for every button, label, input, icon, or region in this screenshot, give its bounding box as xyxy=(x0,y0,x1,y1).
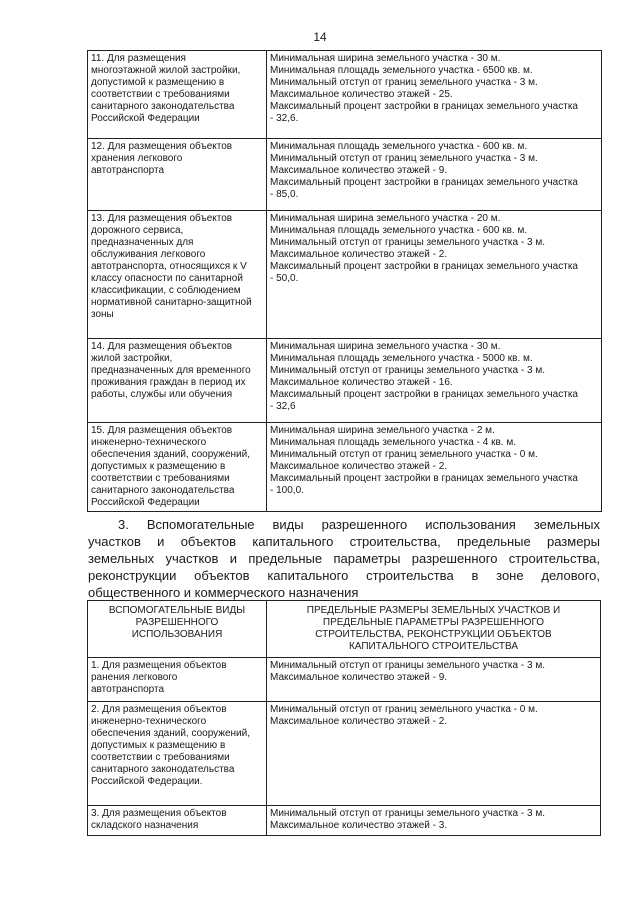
use-type-cell xyxy=(88,423,267,512)
parameter-line: Максимальный процент застройки в границах земельного участка xyxy=(270,473,578,484)
use-type-line: хранения легкового xyxy=(91,153,183,164)
parameter-line: Максимальное количество этажей - 2. xyxy=(270,716,448,727)
parameter-line: Минимальный отступ от границы земельного участка - 3 м. xyxy=(270,808,545,819)
use-type-line: обеспечения зданий, сооружений, xyxy=(91,449,250,460)
parameter-line: Минимальная площадь земельного участка - 600 кв. м. xyxy=(270,225,528,236)
parameters-cell xyxy=(267,51,602,139)
use-type-line: допустимых к размещению в xyxy=(91,461,226,472)
table-header-row xyxy=(88,601,601,658)
use-type-line: 1. Для размещения объектов xyxy=(91,660,227,671)
use-type-cell xyxy=(88,139,267,211)
parameter-line: Минимальная площадь земельного участка - 600 кв. м. xyxy=(270,141,528,152)
use-type-line: автотранспорта xyxy=(91,684,165,695)
parameter-line: - 32,6 xyxy=(270,401,296,412)
use-type-line: Российской Федерации xyxy=(91,113,200,124)
parameter-line: Максимальный процент застройки в границах земельного участка xyxy=(270,389,578,400)
parameter-line: Максимальный процент застройки в границах земельного участка xyxy=(270,177,578,188)
use-type-cell xyxy=(88,658,267,702)
use-type-line: 2. Для размещения объектов xyxy=(91,704,227,715)
use-type-line: соответствии с требованиями xyxy=(91,89,230,100)
use-type-line: классу опасности по санитарной xyxy=(91,273,243,284)
use-type-cell xyxy=(88,702,267,806)
use-type-line: допустимых к размещению в xyxy=(91,740,226,751)
use-type-line: 12. Для размещения объектов xyxy=(91,141,233,152)
use-type-line: соответствии с требованиями xyxy=(91,752,230,763)
parameter-line: Минимальный отступ от границ земельного участка - 0 м. xyxy=(270,449,538,460)
parameter-line: Максимальное количество этажей - 25. xyxy=(270,89,453,100)
parameter-line: Максимальный процент застройки в границах земельного участка xyxy=(270,101,578,112)
use-type-cell xyxy=(88,211,267,339)
use-type-line: 3. Для размещения объектов xyxy=(91,808,227,819)
page-number: 14 xyxy=(313,30,327,44)
parameter-line: Минимальный отступ от границ земельного участка - 3 м. xyxy=(270,77,538,88)
table-row xyxy=(88,139,602,211)
parameters-cell xyxy=(267,339,602,423)
section-3-heading xyxy=(88,516,600,601)
use-type-line: складского назначения xyxy=(91,820,199,831)
use-type-line: ранения легкового xyxy=(91,672,178,683)
header-line: ПРЕДЕЛЬНЫЕ РАЗМЕРЫ ЗЕМЕЛЬНЫХ УЧАСТКОВ И xyxy=(306,605,561,616)
use-type-line: инженерно-технического xyxy=(91,716,207,727)
parameter-line: Минимальная ширина земельного участка - 30 м. xyxy=(270,53,501,64)
parameter-line: Минимальный отступ от границ земельного участка - 0 м. xyxy=(270,704,538,715)
parameter-line: - 32,6. xyxy=(270,113,299,124)
use-type-cell xyxy=(88,339,267,423)
use-type-line: классификации, с соблюдением xyxy=(91,285,241,296)
use-type-line: 15. Для размещения объектов xyxy=(91,425,233,436)
use-type-line: дорожного сервиса, xyxy=(91,225,184,236)
heading-line: общественного и коммерческого назначения xyxy=(88,585,359,600)
use-type-cell xyxy=(88,806,267,836)
parameter-line: Минимальная ширина земельного участка - 2 м. xyxy=(270,425,495,436)
parameter-line: Максимальное количество этажей - 2. xyxy=(270,249,448,260)
use-type-line: санитарного законодательства xyxy=(91,764,235,775)
table-row xyxy=(88,423,602,512)
use-type-line: Российской Федерации xyxy=(91,497,200,508)
use-type-line: автотранспорта xyxy=(91,165,165,176)
parameters-cell xyxy=(267,211,602,339)
use-type-line: Российской Федерации. xyxy=(91,776,203,787)
parameter-line: Максимальный процент застройки в границах земельного участка xyxy=(270,261,578,272)
header-line: ВСПОМОГАТЕЛЬНЫЕ ВИДЫ xyxy=(108,605,246,616)
parameter-line: Минимальный отступ от границы земельного участка - 3 м. xyxy=(270,365,545,376)
table-row xyxy=(88,702,601,806)
parameter-line: Минимальная ширина земельного участка - 30 м. xyxy=(270,341,501,352)
use-type-line: обслуживания легкового xyxy=(91,249,206,260)
use-type-line: 14. Для размещения объектов xyxy=(91,341,233,352)
use-type-line: инженерно-технического xyxy=(91,437,207,448)
header-line: КАПИТАЛЬНОГО СТРОИТЕЛЬСТВА xyxy=(348,641,519,652)
parameter-line: Максимальное количество этажей - 9. xyxy=(270,165,448,176)
permitted-use-table xyxy=(87,50,602,512)
header-line: ПРЕДЕЛЬНЫЕ ПАРАМЕТРЫ РАЗРЕШЕННОГО xyxy=(322,617,545,628)
use-type-cell xyxy=(88,51,267,139)
use-type-line: жилой застройки, xyxy=(91,353,173,364)
use-type-line: соответствии с требованиями xyxy=(91,473,230,484)
use-type-line: обеспечения зданий, сооружений, xyxy=(91,728,250,739)
use-type-line: предназначенных для xyxy=(91,237,194,248)
heading-line: участков и объектов капитального строительства, предельные размеры xyxy=(88,534,600,549)
table-row xyxy=(88,806,601,836)
parameter-line: - 85,0. xyxy=(270,189,299,200)
header-line: ИСПОЛЬЗОВАНИЯ xyxy=(131,629,223,640)
parameter-line: Максимальное количество этажей - 9. xyxy=(270,672,448,683)
parameter-line: Максимальное количество этажей - 3. xyxy=(270,820,448,831)
parameter-line: Максимальное количество этажей - 16. xyxy=(270,377,453,388)
heading-line: реконструкции объектов капитального строительства в зоне делового, xyxy=(88,568,600,583)
parameter-line: Минимальная площадь земельного участка - 6500 кв. м. xyxy=(270,65,533,76)
heading-line: 3. Вспомогательные виды разрешенного использования земельных xyxy=(118,517,600,532)
parameter-line: - 50,0. xyxy=(270,273,299,284)
table-row xyxy=(88,211,602,339)
parameter-line: - 100,0. xyxy=(270,485,304,496)
header-auxiliary-uses xyxy=(88,601,267,658)
use-type-line: многоэтажной жилой застройки, xyxy=(91,65,241,76)
use-type-line: зоны xyxy=(91,309,114,320)
parameter-line: Минимальная ширина земельного участка - 20 м. xyxy=(270,213,501,224)
parameter-line: Минимальный отступ от границы земельного участка - 3 м. xyxy=(270,660,545,671)
parameters-cell xyxy=(267,702,601,806)
use-type-line: 11. Для размещения xyxy=(91,53,186,64)
use-type-line: работы, службы или обучения xyxy=(91,389,233,400)
header-line: РАЗРЕШЕННОГО xyxy=(135,617,219,628)
use-type-line: нормативной санитарно-защитной xyxy=(91,297,252,308)
table-row xyxy=(88,51,602,139)
parameters-cell xyxy=(267,139,602,211)
heading-line: земельных участков и предельные параметры разрешенного строительства, xyxy=(88,551,600,566)
use-type-line: санитарного законодательства xyxy=(91,101,235,112)
use-type-line: 13. Для размещения объектов xyxy=(91,213,233,224)
parameter-line: Минимальная площадь земельного участка - 5000 кв. м. xyxy=(270,353,533,364)
table-row xyxy=(88,658,601,702)
parameters-cell xyxy=(267,658,601,702)
use-type-line: допустимой к размещению в xyxy=(91,77,225,88)
table-row xyxy=(88,339,602,423)
parameters-cell xyxy=(267,423,602,512)
parameter-line: Минимальный отступ от границы земельного участка - 3 м. xyxy=(270,237,545,248)
header-line: СТРОИТЕЛЬСТВА, РЕКОНСТРУКЦИИ ОБЪЕКТОВ xyxy=(315,629,552,640)
parameter-line: Минимальная площадь земельного участка - 4 кв. м. xyxy=(270,437,516,448)
parameter-line: Минимальный отступ от границ земельного участка - 3 м. xyxy=(270,153,538,164)
parameters-cell xyxy=(267,806,601,836)
header-limit-parameters xyxy=(267,601,601,658)
use-type-line: автотранспорта, относящихся к V xyxy=(91,261,247,272)
parameter-line: Максимальное количество этажей - 2. xyxy=(270,461,448,472)
auxiliary-use-table xyxy=(87,600,601,836)
use-type-line: санитарного законодательства xyxy=(91,485,235,496)
use-type-line: проживания граждан в период их xyxy=(91,377,246,388)
use-type-line: предназначенных для временного xyxy=(91,365,251,376)
